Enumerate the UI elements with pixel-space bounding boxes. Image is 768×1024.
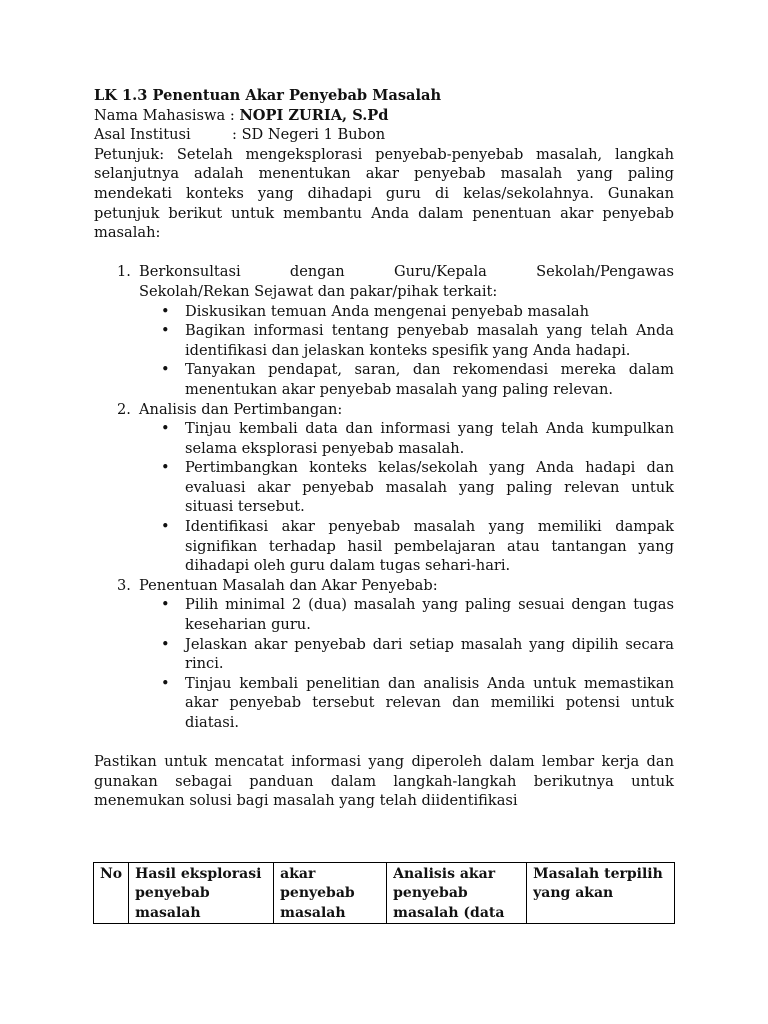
- student-name-label: Nama Mahasiswa: [94, 106, 226, 124]
- student-name-separator: :: [229, 106, 235, 124]
- table-header-cell: Analisis akar penyebab masalah (data: [387, 863, 527, 924]
- step-title-line: Berkonsultasi dengan Guru/Kepala Sekolah/Pengawas: [139, 263, 674, 281]
- student-name-row: [94, 106, 674, 126]
- bullet-list: [139, 595, 674, 732]
- bullet-item: • Jelaskan akar penyebab dari setiap masalah yang dipilih secara rinci.: [139, 635, 674, 674]
- step-number: 1.: [117, 263, 131, 281]
- bullet-item: • Bagikan informasi tentang penyebab masalah yang telah Anda identifikasi dan jelaskan konteks spesifik yang Anda hadapi.: [139, 321, 674, 360]
- instructions-paragraph: Petunjuk: Setelah mengeksplorasi penyebab-penyebab masalah, langkah selanjutnya adalah menentukan akar penyebab masalah yang paling mendekati konteks yang dihadapi guru di kelas/sekolahnya. Gunakan petunjuk berikut untuk membantu Anda dalam penentuan akar penyebab masalah:: [94, 145, 674, 242]
- institution-separator: :: [232, 126, 237, 144]
- step-item: [94, 400, 674, 576]
- bullet-list: [139, 419, 674, 576]
- worksheet-table: [93, 862, 675, 924]
- institution-label: Asal Institusi: [94, 126, 191, 144]
- table-header-cell: Masalah terpilih yang akan: [527, 863, 675, 924]
- bullet-item: • Tinjau kembali penelitian dan analisis Anda untuk memastikan akar penyebab tersebut relevan dan memiliki potensi untuk diatasi.: [139, 674, 674, 733]
- table-header-cell: No: [94, 863, 129, 924]
- bullet-item: • Tanyakan pendapat, saran, dan rekomendasi mereka dalam menentukan akar penyebab masalah yang paling relevan.: [139, 360, 674, 399]
- worksheet-title: LK 1.3 Penentuan Akar Penyebab Masalah: [94, 87, 442, 104]
- institution-row: [94, 125, 674, 145]
- closing-paragraph: Pastikan untuk mencatat informasi yang diperoleh dalam lembar kerja dan gunakan sebagai panduan dalam langkah-langkah berikutnya untuk menemukan solusi bagi masalah yang telah diidentifikasi: [94, 753, 674, 810]
- institution-value: SD Negeri 1 Bubon: [241, 126, 386, 144]
- table-header-row: [94, 863, 675, 924]
- table-header-cell: akar penyebab masalah: [274, 863, 387, 924]
- step-number: 2.: [117, 400, 131, 418]
- step-item: [94, 262, 674, 399]
- step-title-line: Sekolah/Rekan Sejawat dan pakar/pihak terkait:: [139, 282, 498, 300]
- step-number: 3.: [117, 576, 131, 594]
- worksheet-page: [94, 86, 674, 811]
- step-title: Analisis dan Pertimbangan:: [139, 400, 343, 418]
- steps-list: [94, 262, 674, 732]
- bullet-item: • Pertimbangkan konteks kelas/sekolah yang Anda hadapi dan evaluasi akar penyebab masalah yang paling relevan untuk situasi tersebut.: [139, 458, 674, 517]
- bullet-item: • Pilih minimal 2 (dua) masalah yang paling sesuai dengan tugas keseharian guru.: [139, 595, 674, 634]
- student-name-value: NOPI ZURIA, S.Pd: [239, 106, 389, 124]
- bullet-item: • Diskusikan temuan Anda mengenai penyebab masalah: [139, 302, 674, 322]
- step-title: Penentuan Masalah dan Akar Penyebab:: [139, 576, 438, 594]
- bullet-list: [139, 302, 674, 400]
- table-header-cell: Hasil eksplorasi penyebab masalah: [129, 863, 274, 924]
- step-item: [94, 576, 674, 733]
- bullet-item: • Identifikasi akar penyebab masalah yang memiliki dampak signifikan terhadap hasil pembelajaran atau tantangan yang dihadapi oleh guru dalam tugas sehari-hari.: [139, 517, 674, 576]
- bullet-item: • Tinjau kembali data dan informasi yang telah Anda kumpulkan selama eksplorasi penyebab masalah.: [139, 419, 674, 458]
